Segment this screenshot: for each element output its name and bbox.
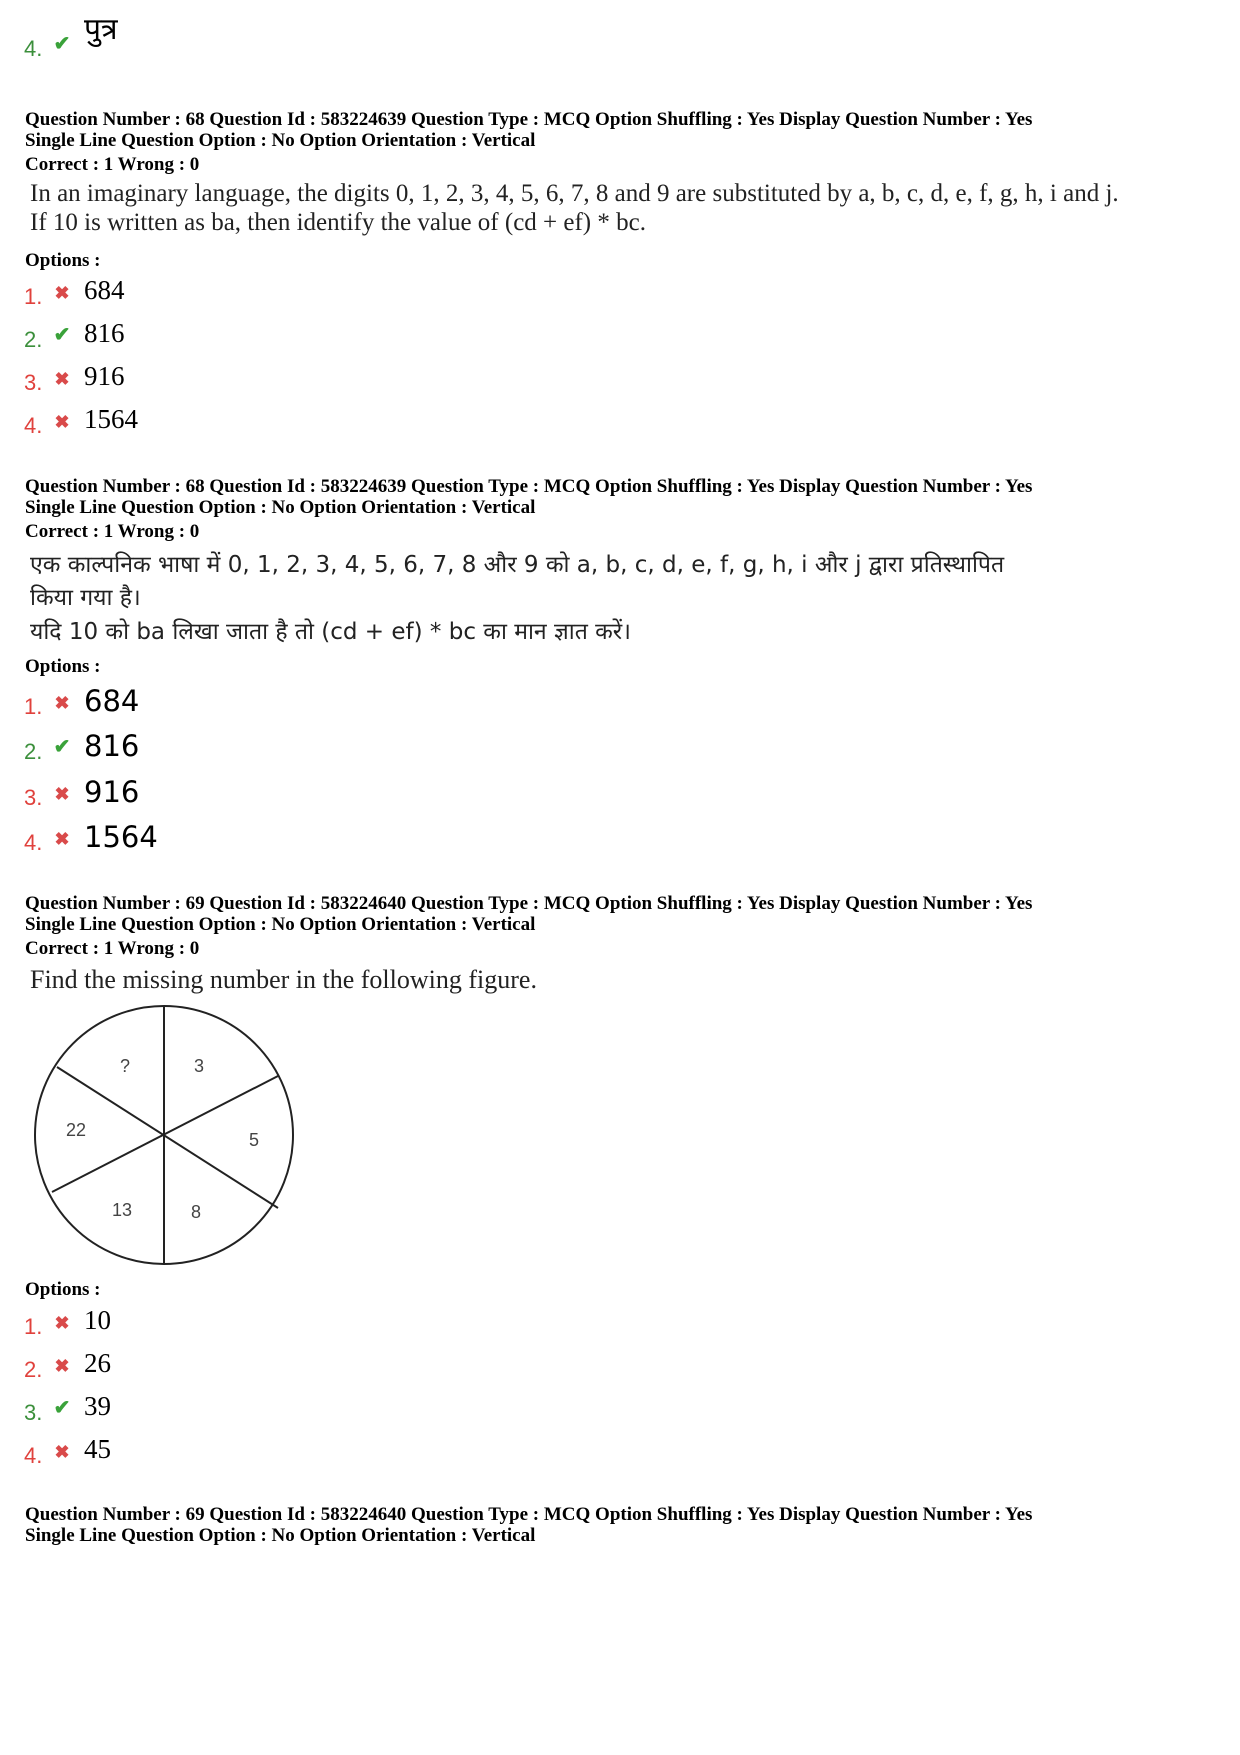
segment-label: 3 [194, 1056, 205, 1076]
option-value: पुत्र [84, 12, 118, 47]
segment-label: 22 [66, 1120, 87, 1140]
score-line: Correct : 1 Wrong : 0 [25, 938, 200, 959]
option-value: 1564 [84, 404, 138, 434]
check-icon: ✔ [53, 736, 71, 758]
cross-icon: ✖ [54, 412, 70, 432]
option-row [24, 1386, 111, 1426]
option-row [24, 680, 139, 720]
option-number: 3. [24, 785, 43, 810]
option-number: 1. [24, 1314, 43, 1339]
cross-icon: ✖ [54, 829, 70, 849]
option-row [24, 1429, 111, 1469]
check-icon: ✔ [53, 33, 71, 55]
option-row [24, 313, 125, 353]
option-number: 1. [24, 284, 43, 309]
option-row [24, 816, 158, 856]
option-number: 4. [24, 413, 43, 438]
segment-label: ? [120, 1056, 131, 1076]
question-text: Find the missing number in the following figure. [30, 965, 537, 994]
segment-label: 5 [249, 1130, 260, 1150]
question-text: If 10 is written as ba, then identify the value of (cd + ef) * bc. [30, 209, 646, 236]
option-number: 3. [24, 370, 43, 395]
options-label: Options : [25, 250, 101, 271]
segment-label: 8 [191, 1202, 202, 1222]
option-row [24, 12, 118, 62]
cross-icon: ✖ [54, 784, 70, 804]
option-row [24, 1300, 111, 1340]
option-number: 4. [24, 1443, 43, 1468]
cross-icon: ✖ [54, 1442, 70, 1462]
option-value: 39 [84, 1391, 111, 1421]
option-value: 916 [84, 775, 140, 809]
check-icon: ✔ [53, 324, 71, 346]
cross-icon: ✖ [54, 283, 70, 303]
option-number: 2. [24, 327, 43, 352]
question-text: यदि 10 को ba लिखा जाता है तो (cd + ef) * bc का मान ज्ञात करें। [30, 619, 631, 645]
option-row [24, 270, 125, 310]
option-row [24, 725, 139, 765]
option-number: 2. [24, 739, 43, 764]
option-value: 816 [84, 318, 125, 348]
question-meta: Question Number : 69 Question Id : 583224640 Question Type : MCQ Option Shuffling : Yes Display Question Number : Yes [25, 893, 1033, 914]
option-number: 4. [24, 830, 43, 855]
options-label: Options : [25, 656, 101, 677]
question-text: एक काल्पनिक भाषा में 0, 1, 2, 3, 4, 5, 6, 7, 8 और 9 को a, b, c, d, e, f, g, h, i और j द्वारा प्रतिस्थापित [30, 552, 1005, 578]
wheel-divider [57, 1067, 278, 1208]
check-icon: ✔ [53, 1397, 71, 1419]
score-line: Correct : 1 Wrong : 0 [25, 521, 200, 542]
option-number: 1. [24, 694, 43, 719]
option-value: 1564 [84, 820, 158, 854]
options-label: Options : [25, 1279, 101, 1300]
cross-icon: ✖ [54, 1356, 70, 1376]
option-value: 684 [84, 275, 125, 305]
option-number: 4. [24, 36, 43, 61]
cross-icon: ✖ [54, 369, 70, 389]
option-row [24, 1343, 111, 1383]
question-meta: Question Number : 69 Question Id : 583224640 Question Type : MCQ Option Shuffling : Yes Display Question Number : Yes [25, 1504, 1033, 1525]
question-meta-2: Single Line Question Option : No Option Orientation : Vertical [25, 130, 536, 151]
option-value: 916 [84, 361, 125, 391]
question-meta: Question Number : 68 Question Id : 583224639 Question Type : MCQ Option Shuffling : Yes Display Question Number : Yes [25, 476, 1033, 497]
question-meta-2: Single Line Question Option : No Option Orientation : Vertical [25, 914, 536, 935]
option-value: 816 [84, 729, 140, 763]
option-value: 10 [84, 1305, 111, 1335]
question-text: In an imaginary language, the digits 0, 1, 2, 3, 4, 5, 6, 7, 8 and 9 are substituted by a, b, c, d, e, f, g, h, i and j. [30, 180, 1119, 207]
option-number: 3. [24, 1400, 43, 1425]
option-number: 2. [24, 1357, 43, 1382]
option-value: 45 [84, 1434, 111, 1464]
option-row [24, 399, 138, 439]
question-meta: Question Number : 68 Question Id : 583224639 Question Type : MCQ Option Shuffling : Yes Display Question Number : Yes [25, 109, 1033, 130]
option-row [24, 356, 125, 396]
segment-label: 13 [112, 1200, 133, 1220]
cross-icon: ✖ [54, 693, 70, 713]
number-wheel-figure [30, 1005, 310, 1275]
score-line: Correct : 1 Wrong : 0 [25, 154, 200, 175]
cross-icon: ✖ [54, 1313, 70, 1333]
option-value: 684 [84, 684, 140, 718]
option-value: 26 [84, 1348, 111, 1378]
question-meta-2: Single Line Question Option : No Option Orientation : Vertical [25, 497, 536, 518]
question-text: किया गया है। [30, 585, 141, 611]
option-row [24, 771, 139, 811]
question-meta-2: Single Line Question Option : No Option Orientation : Vertical [25, 1525, 536, 1546]
